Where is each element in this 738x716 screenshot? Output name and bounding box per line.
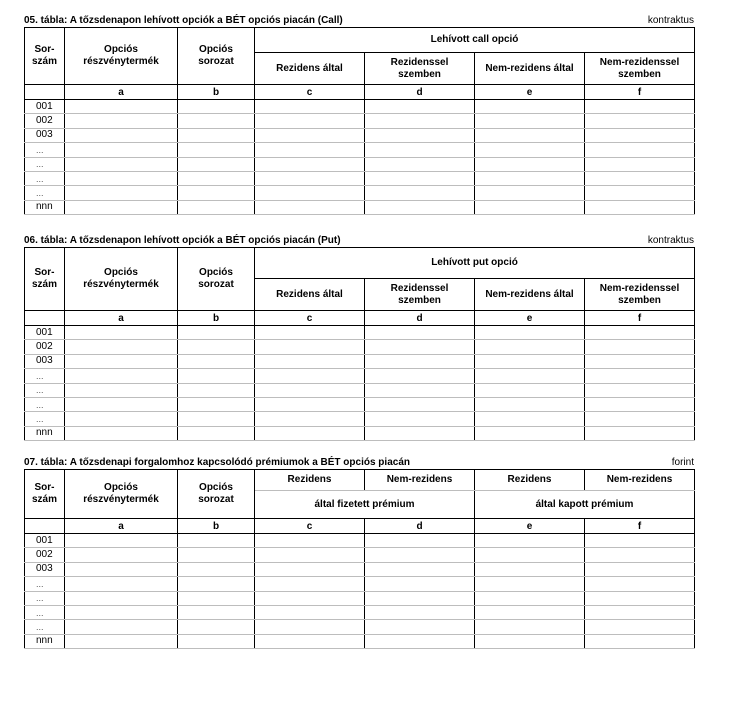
letter-a: a [65, 519, 178, 534]
input-cell[interactable] [365, 548, 475, 562]
input-cell[interactable] [255, 340, 365, 354]
input-cell[interactable] [65, 562, 178, 576]
input-cell[interactable] [178, 326, 255, 340]
sub-header-nonresident-against: Nem-rezidenssel szemben [585, 53, 695, 85]
row-number: ... [25, 369, 65, 383]
table-row [25, 100, 695, 114]
input-cell[interactable] [585, 114, 695, 128]
input-cell[interactable] [65, 426, 178, 440]
input-cell[interactable] [65, 128, 178, 142]
top-header-resident-paid: Rezidens [255, 470, 365, 491]
header-series [178, 248, 255, 311]
header-series [178, 470, 255, 519]
input-cell[interactable] [585, 369, 695, 383]
sub-header-resident-against: Rezidenssel szemben [365, 53, 475, 85]
input-cell[interactable] [65, 200, 178, 214]
header-series-text: Opciós sorozat [198, 44, 234, 67]
input-cell[interactable] [365, 426, 475, 440]
table-06-body [25, 326, 695, 441]
table-row [25, 548, 695, 562]
input-cell[interactable] [585, 426, 695, 440]
input-cell[interactable] [178, 186, 255, 200]
input-cell[interactable] [475, 534, 585, 548]
row-number: 001 [25, 100, 65, 114]
input-cell[interactable] [255, 369, 365, 383]
input-cell[interactable] [365, 369, 475, 383]
table-06 [24, 247, 695, 441]
input-cell[interactable] [255, 591, 365, 605]
input-cell[interactable] [178, 534, 255, 548]
input-cell[interactable] [585, 591, 695, 605]
input-cell[interactable] [65, 534, 178, 548]
table-07-section [24, 456, 694, 649]
input-cell[interactable] [585, 534, 695, 548]
row-number: 001 [25, 534, 65, 548]
input-cell[interactable] [255, 200, 365, 214]
row-number: ... [25, 171, 65, 185]
input-cell[interactable] [178, 340, 255, 354]
input-cell[interactable] [255, 354, 365, 368]
header-sorszam-text: Sor- szám [31, 44, 57, 67]
table-05 [24, 27, 695, 215]
input-cell[interactable] [365, 562, 475, 576]
input-cell[interactable] [178, 591, 255, 605]
input-cell[interactable] [255, 562, 365, 576]
input-cell[interactable] [65, 634, 178, 648]
input-cell[interactable] [178, 397, 255, 411]
input-cell[interactable] [365, 186, 475, 200]
input-cell[interactable] [65, 157, 178, 171]
table-row [25, 562, 695, 576]
input-cell[interactable] [65, 577, 178, 591]
input-cell[interactable] [65, 383, 178, 397]
input-cell[interactable] [255, 114, 365, 128]
group-header-call: Lehívott call opció [255, 28, 695, 53]
input-cell[interactable] [255, 171, 365, 185]
input-cell[interactable] [475, 369, 585, 383]
input-cell[interactable] [255, 605, 365, 619]
input-cell[interactable] [585, 412, 695, 426]
input-cell[interactable] [585, 100, 695, 114]
input-cell[interactable] [365, 128, 475, 142]
input-cell[interactable] [65, 605, 178, 619]
letter-f: f [585, 311, 695, 326]
input-cell[interactable] [585, 548, 695, 562]
row-number: 002 [25, 548, 65, 562]
input-cell[interactable] [178, 426, 255, 440]
input-cell[interactable] [475, 591, 585, 605]
input-cell[interactable] [365, 620, 475, 634]
input-cell[interactable] [255, 143, 365, 157]
table-06-title-row [24, 234, 694, 247]
table-05-title: 05. tábla: A tőzsdenapon lehívott opciók a BÉT opciós piacán (Call) [24, 15, 343, 26]
input-cell[interactable] [585, 200, 695, 214]
table-07-title: 07. tábla: A tőzsdenapi forgalomhoz kapcsolódó prémiumok a BÉT opciós piacán [24, 457, 410, 468]
input-cell[interactable] [585, 397, 695, 411]
letter-cell-empty [25, 85, 65, 100]
input-cell[interactable] [585, 634, 695, 648]
sub-header-resident-against: Rezidenssel szemben [365, 279, 475, 311]
row-number: ... [25, 383, 65, 397]
input-cell[interactable] [475, 128, 585, 142]
table-row [25, 354, 695, 368]
input-cell[interactable] [475, 326, 585, 340]
input-cell[interactable] [475, 412, 585, 426]
input-cell[interactable] [65, 369, 178, 383]
input-cell[interactable] [365, 354, 475, 368]
table-row [25, 591, 695, 605]
row-number: ... [25, 620, 65, 634]
input-cell[interactable] [365, 591, 475, 605]
input-cell[interactable] [475, 383, 585, 397]
input-cell[interactable] [365, 397, 475, 411]
input-cell[interactable] [178, 114, 255, 128]
input-cell[interactable] [65, 143, 178, 157]
letter-a: a [65, 311, 178, 326]
input-cell[interactable] [585, 340, 695, 354]
input-cell[interactable] [65, 397, 178, 411]
header-product-text: Opciós részvénytermék [83, 267, 159, 290]
header-series-text: Opciós sorozat [198, 267, 234, 290]
input-cell[interactable] [475, 620, 585, 634]
input-cell[interactable] [475, 186, 585, 200]
input-cell[interactable] [255, 383, 365, 397]
input-cell[interactable] [475, 143, 585, 157]
input-cell[interactable] [178, 548, 255, 562]
input-cell[interactable] [365, 326, 475, 340]
table-row [25, 186, 695, 200]
letter-e: e [475, 85, 585, 100]
input-cell[interactable] [365, 383, 475, 397]
input-cell[interactable] [365, 340, 475, 354]
table-row [25, 620, 695, 634]
table-06-unit: kontraktus [647, 235, 694, 246]
letter-cell-empty [25, 519, 65, 534]
input-cell[interactable] [65, 591, 178, 605]
input-cell[interactable] [475, 605, 585, 619]
row-number: ... [25, 605, 65, 619]
input-cell[interactable] [585, 186, 695, 200]
table-row [25, 369, 695, 383]
input-cell[interactable] [255, 397, 365, 411]
input-cell[interactable] [65, 326, 178, 340]
input-cell[interactable] [65, 100, 178, 114]
table-06-title: 06. tábla: A tőzsdenapon lehívott opciók a BÉT opciós piacán (Put) [24, 235, 341, 246]
input-cell[interactable] [365, 634, 475, 648]
sub-header-resident-by: Rezidens által [255, 279, 365, 311]
letter-d: d [365, 311, 475, 326]
row-number: 003 [25, 562, 65, 576]
input-cell[interactable] [178, 143, 255, 157]
table-row [25, 157, 695, 171]
input-cell[interactable] [178, 354, 255, 368]
letter-e: e [475, 519, 585, 534]
input-cell[interactable] [178, 200, 255, 214]
input-cell[interactable] [65, 340, 178, 354]
letter-f: f [585, 85, 695, 100]
input-cell[interactable] [178, 562, 255, 576]
input-cell[interactable] [255, 534, 365, 548]
input-cell[interactable] [365, 143, 475, 157]
input-cell[interactable] [475, 562, 585, 576]
input-cell[interactable] [255, 634, 365, 648]
header-series-text: Opciós sorozat [198, 482, 234, 505]
input-cell[interactable] [585, 354, 695, 368]
row-number: nnn [25, 200, 65, 214]
input-cell[interactable] [255, 620, 365, 634]
input-cell[interactable] [585, 143, 695, 157]
table-05-section [24, 14, 694, 215]
letter-c: c [255, 311, 365, 326]
input-cell[interactable] [585, 562, 695, 576]
input-cell[interactable] [255, 577, 365, 591]
table-row [25, 114, 695, 128]
row-number: ... [25, 186, 65, 200]
row-number: ... [25, 143, 65, 157]
letter-e: e [475, 311, 585, 326]
row-number: 002 [25, 340, 65, 354]
input-cell[interactable] [65, 354, 178, 368]
header-sorszam [25, 470, 65, 519]
input-cell[interactable] [365, 412, 475, 426]
input-cell[interactable] [178, 157, 255, 171]
row-number: ... [25, 591, 65, 605]
input-cell[interactable] [585, 605, 695, 619]
header-product [65, 28, 178, 85]
header-sorszam [25, 28, 65, 85]
input-cell[interactable] [585, 383, 695, 397]
sub-header-resident-by: Rezidens által [255, 53, 365, 85]
input-cell[interactable] [65, 171, 178, 185]
input-cell[interactable] [178, 383, 255, 397]
row-number: 003 [25, 354, 65, 368]
input-cell[interactable] [365, 577, 475, 591]
letter-f: f [585, 519, 695, 534]
input-cell[interactable] [255, 128, 365, 142]
table-row [25, 171, 695, 185]
table-row [25, 143, 695, 157]
header-sorszam-text: Sor- szám [31, 482, 57, 505]
input-cell[interactable] [65, 620, 178, 634]
header-sorszam [25, 248, 65, 311]
row-number: ... [25, 157, 65, 171]
input-cell[interactable] [255, 326, 365, 340]
letter-cell-empty [25, 311, 65, 326]
table-row [25, 426, 695, 440]
input-cell[interactable] [255, 157, 365, 171]
table-row [25, 128, 695, 142]
input-cell[interactable] [365, 157, 475, 171]
letter-c: c [255, 519, 365, 534]
input-cell[interactable] [65, 186, 178, 200]
table-row [25, 326, 695, 340]
input-cell[interactable] [475, 157, 585, 171]
sub-header-nonresident-by: Nem-rezidens által [475, 53, 585, 85]
row-number: ... [25, 577, 65, 591]
table-05-body [25, 100, 695, 215]
table-05-title-row [24, 14, 694, 27]
table-07 [24, 469, 695, 649]
input-cell[interactable] [65, 114, 178, 128]
input-cell[interactable] [178, 369, 255, 383]
input-cell[interactable] [178, 577, 255, 591]
input-cell[interactable] [178, 605, 255, 619]
input-cell[interactable] [475, 577, 585, 591]
row-number: 003 [25, 128, 65, 142]
table-row [25, 534, 695, 548]
table-05-unit: kontraktus [647, 15, 694, 26]
header-product-text: Opciós részvénytermék [83, 44, 159, 67]
letter-a: a [65, 85, 178, 100]
letter-d: d [365, 519, 475, 534]
input-cell[interactable] [475, 397, 585, 411]
input-cell[interactable] [475, 340, 585, 354]
table-row [25, 383, 695, 397]
letter-b: b [178, 85, 255, 100]
table-07-body [25, 534, 695, 649]
header-product-text: Opciós részvénytermék [83, 482, 159, 505]
letter-c: c [255, 85, 365, 100]
header-sorszam-text: Sor- szám [31, 267, 57, 290]
group-header-put: Lehívott put opció [255, 248, 695, 279]
input-cell[interactable] [178, 634, 255, 648]
top-header-nonresident-paid: Nem-rezidens [365, 470, 475, 491]
input-cell[interactable] [585, 620, 695, 634]
input-cell[interactable] [585, 128, 695, 142]
table-06-section [24, 234, 694, 441]
row-number: 001 [25, 326, 65, 340]
input-cell[interactable] [475, 100, 585, 114]
input-cell[interactable] [178, 412, 255, 426]
input-cell[interactable] [475, 426, 585, 440]
input-cell[interactable] [178, 100, 255, 114]
row-number: nnn [25, 426, 65, 440]
input-cell[interactable] [365, 534, 475, 548]
input-cell[interactable] [365, 100, 475, 114]
top-header-nonresident-received: Nem-rezidens [585, 470, 695, 491]
input-cell[interactable] [475, 548, 585, 562]
table-row [25, 200, 695, 214]
table-row [25, 412, 695, 426]
input-cell[interactable] [475, 634, 585, 648]
input-cell[interactable] [178, 128, 255, 142]
row-number: ... [25, 397, 65, 411]
input-cell[interactable] [475, 200, 585, 214]
header-product [65, 470, 178, 519]
input-cell[interactable] [178, 620, 255, 634]
input-cell[interactable] [365, 171, 475, 185]
input-cell[interactable] [178, 171, 255, 185]
mid-header-received-premium: által kapott prémium [475, 491, 695, 519]
letter-b: b [178, 519, 255, 534]
table-row [25, 577, 695, 591]
input-cell[interactable] [585, 577, 695, 591]
input-cell[interactable] [65, 548, 178, 562]
letter-d: d [365, 85, 475, 100]
sub-header-nonresident-against: Nem-rezidenssel szemben [585, 279, 695, 311]
table-row [25, 634, 695, 648]
row-number: nnn [25, 634, 65, 648]
header-series [178, 28, 255, 85]
input-cell[interactable] [255, 100, 365, 114]
sub-header-nonresident-by: Nem-rezidens által [475, 279, 585, 311]
input-cell[interactable] [585, 326, 695, 340]
input-cell[interactable] [585, 171, 695, 185]
input-cell[interactable] [255, 426, 365, 440]
input-cell[interactable] [585, 157, 695, 171]
input-cell[interactable] [255, 186, 365, 200]
top-header-resident-received: Rezidens [475, 470, 585, 491]
input-cell[interactable] [255, 412, 365, 426]
input-cell[interactable] [475, 354, 585, 368]
table-row [25, 397, 695, 411]
row-number: ... [25, 412, 65, 426]
table-07-unit: forint [671, 457, 694, 468]
input-cell[interactable] [65, 412, 178, 426]
input-cell[interactable] [475, 171, 585, 185]
letter-b: b [178, 311, 255, 326]
table-07-title-row [24, 456, 694, 469]
input-cell[interactable] [365, 200, 475, 214]
input-cell[interactable] [365, 114, 475, 128]
mid-header-paid-premium: által fizetett prémium [255, 491, 475, 519]
input-cell[interactable] [255, 548, 365, 562]
row-number: 002 [25, 114, 65, 128]
input-cell[interactable] [365, 605, 475, 619]
table-row [25, 605, 695, 619]
input-cell[interactable] [475, 114, 585, 128]
header-product [65, 248, 178, 311]
table-row [25, 340, 695, 354]
